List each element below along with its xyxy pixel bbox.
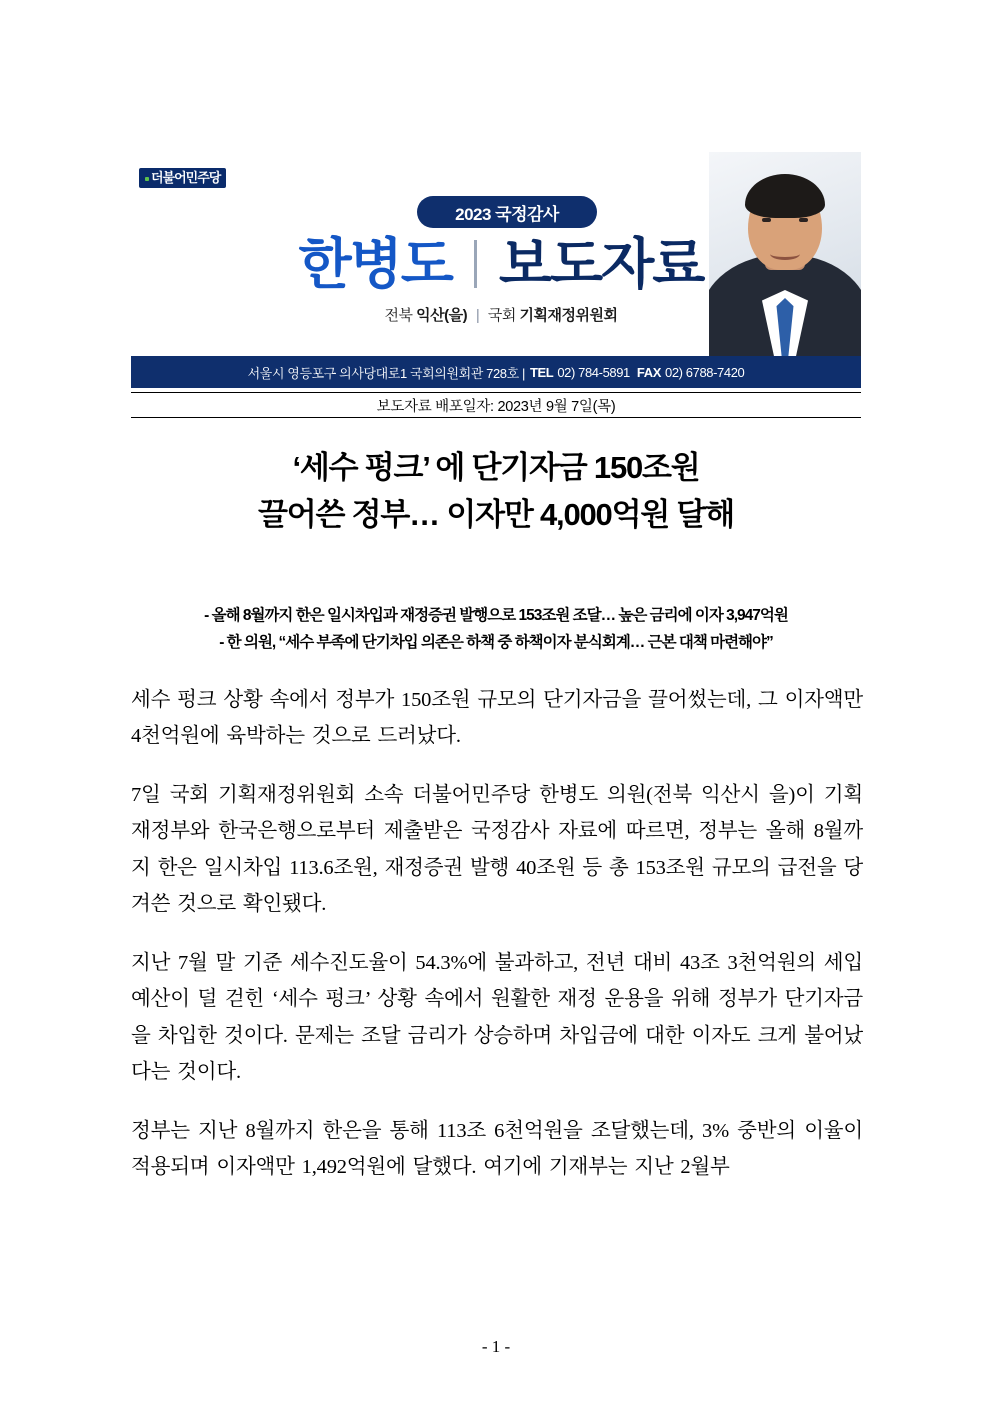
title-divider bbox=[474, 240, 477, 288]
header-banner bbox=[131, 152, 861, 392]
party-logo-mark bbox=[145, 177, 149, 181]
tel-label: TEL bbox=[529, 364, 554, 380]
document-type: 보도자료 bbox=[498, 232, 704, 295]
tel-value: 02) 784-5891 bbox=[557, 364, 630, 380]
distribution-date: 보도자료 배포일자: 2023년 9월 7일(목) bbox=[131, 392, 861, 418]
banner-main bbox=[131, 152, 861, 356]
subtitle-separator: | bbox=[475, 307, 480, 324]
body-paragraph: 정부는 지난 8월까지 한은을 통해 113조 6천억원을 조달했는데, 3% 중반의 이율이 적용되며 이자액만 1,492억원에 달했다. 여기에 기재부는 지난 2월부 bbox=[131, 1119, 863, 1179]
fax-value: 02) 6788-7420 bbox=[664, 364, 745, 380]
photo-smile bbox=[770, 248, 800, 260]
headline-line-2: 끌어쓴 정부… 이자만 4,000억원 달해 bbox=[258, 496, 734, 532]
body-paragraph: 지난 7월 말 기준 세수진도율이 54.3%에 불과하고, 전년 대비 43조 3천억원의 세입예산이 덜 걷힌 ‘세수 펑크’ 상황 속에서 원활한 재정 운용을 위해 정부가 단기자금을 차입한 것이다. 문제는 조달 금리가 상승하며 차입금에 대한 이자도 크게 불어났다는 것이다. bbox=[131, 951, 863, 1084]
photo-eye-right bbox=[799, 218, 808, 222]
summary-bullets bbox=[131, 602, 861, 656]
fax-label: FAX bbox=[636, 364, 661, 380]
bullet-item: - 올해 8월까지 한은 일시차입과 재정증권 발행으로 153조원 조달… 높은 금리에 이자 3,947억원 bbox=[204, 607, 788, 624]
body-paragraph: 세수 펑크 상황 속에서 정부가 150조원 규모의 단기자금을 끌어썼는데, 그 이자액만 4천억원에 육박하는 것으로 드러났다. bbox=[131, 689, 863, 748]
page-number: - 1 - bbox=[481, 1337, 511, 1356]
party-logo bbox=[139, 168, 226, 188]
audit-year-badge: 2023 국정감사 bbox=[417, 196, 597, 228]
org-prefix: 국회 bbox=[487, 307, 516, 324]
committee-name: 기획재정위원회 bbox=[519, 307, 618, 324]
body-paragraph: 7일 국회 기획재정위원회 소속 더불어민주당 한병도 의원(전북 익산시 을)이 기획재정부와 한국은행으로부터 제출받은 국정감사 자료에 따르면, 정부는 올해 8월까지 한은 일시차입 113.6조원, 재정증권 발행 40조원 등 총 153조원 규모의 급전을 당겨쓴 것으로 확인됐다. bbox=[131, 783, 863, 916]
body-content bbox=[131, 682, 863, 1208]
contact-bar bbox=[131, 356, 861, 388]
office-address: 서울시 영등포구 의사당대로1 국회의원회관 728호 | bbox=[247, 365, 525, 381]
region-name: 익산(을) bbox=[416, 307, 468, 324]
region-label: 전북 익산(을) bbox=[384, 307, 468, 324]
bullet-item: - 한 의원, “세수 부족에 단기차입 의존은 하책 중 하책이자 분식회계… 근본 대책 마련해야” bbox=[219, 634, 773, 652]
member-name: 한병도 bbox=[298, 232, 452, 295]
page-title bbox=[131, 445, 861, 538]
member-photo bbox=[709, 152, 861, 356]
headline-line-1: ‘세수 펑크’ 에 단기자금 150조원 bbox=[292, 450, 700, 485]
party-logo-label: 더불어민주당 bbox=[151, 170, 221, 185]
photo-eye-left bbox=[762, 218, 771, 222]
